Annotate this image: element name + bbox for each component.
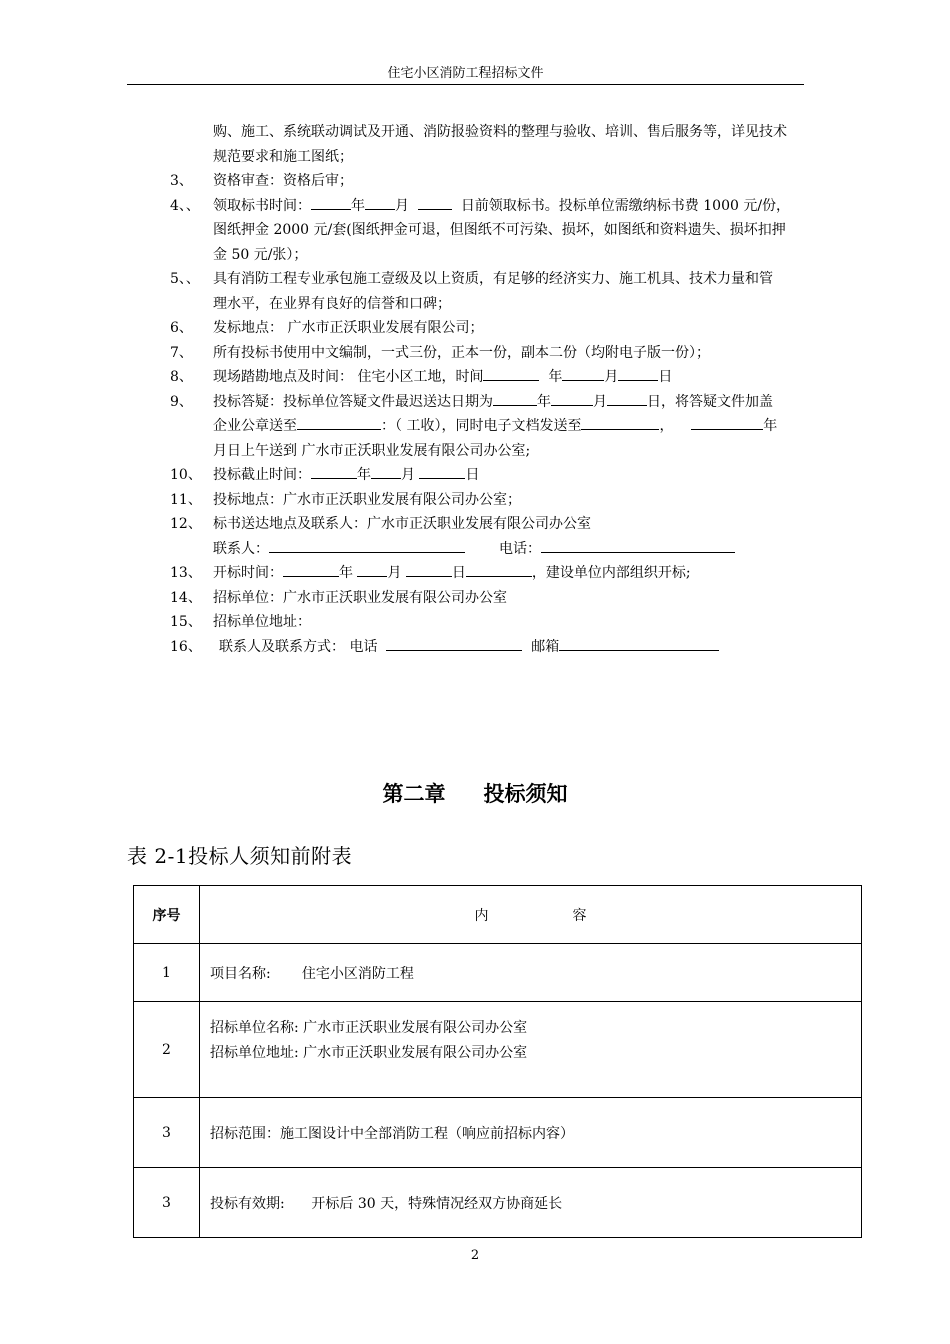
chapter-number: 第二章 [382, 782, 446, 806]
item-number: 8、 [170, 369, 193, 385]
page-header: 住宅小区消防工程招标文件 [127, 62, 804, 85]
table-row [134, 1098, 862, 1168]
row-content: 项目名称: 住宅小区消防工程 [200, 944, 862, 1002]
item-number: 10、 [170, 467, 202, 483]
list-item-7 [170, 341, 870, 366]
list-item-10 [170, 463, 870, 488]
list-item-continuation: 金 50 元/张）； [213, 246, 308, 263]
list-item-3 [170, 169, 870, 194]
item-text: 所有投标书使用中文编制，一式三份，正本一份，副本二份（均附电子版一份）； [213, 344, 710, 361]
row-content: 投标有效期: 开标后 30 天，特殊情况经双方协商延长 [200, 1168, 862, 1238]
item-number: 15、 [170, 614, 202, 630]
list-item-11 [170, 488, 870, 513]
item-text: 招标单位：广水市正沃职业发展有限公司办公室 [213, 589, 507, 606]
table-caption: 表 2-1投标人须知前附表 [127, 844, 353, 868]
table-row [134, 944, 862, 1002]
list-item-continuation: 企业公章送至 ：（ 工收），同时电子文档发送至 ， 年 [170, 414, 870, 439]
item-text: 投标地点：广水市正沃职业发展有限公司办公室； [213, 491, 521, 508]
list-item-continuation: 月日上午送到 广水市正沃职业发展有限公司办公室; [213, 442, 531, 459]
tender-notice-list [170, 120, 870, 659]
chapter-title [0, 778, 950, 808]
list-item-continuation: 规范要求和施工图纸； [213, 148, 353, 165]
item-text: 投标截止时间： 年 月 日 [213, 463, 870, 488]
list-item-9 [170, 390, 870, 415]
bidder-instructions-table [133, 885, 862, 1238]
list-item-continuation: 购、施工、系统联动调试及开通、消防报验资料的整理与验收、培训、售后服务等，详见技术 [213, 124, 787, 140]
list-item-4 [170, 194, 870, 219]
row-content [200, 1002, 862, 1098]
item-number: 9、 [170, 393, 193, 410]
list-item-12 [170, 512, 870, 537]
item-number: 12、 [170, 516, 202, 532]
item-text: 领取标书时间： 年 月 日前领取标书。投标单位需缴纳标书费 1000 元/份， [213, 194, 870, 219]
item-number: 5、、 [170, 271, 200, 287]
list-item-13 [170, 561, 870, 586]
item-text: 具有消防工程专业承包施工壹级及以上资质，有足够的经济实力、施工机具、技术力量和管 [213, 271, 773, 287]
item-text: 投标答疑：投标单位答疑文件最迟送达日期为 年 月 日，将答疑文件加盖 [213, 390, 870, 415]
row-content-line: 招标单位名称: 广水市正沃职业发展有限公司办公室 [210, 1020, 528, 1036]
item-number: 11、 [170, 491, 202, 508]
list-item-15 [170, 610, 870, 635]
list-item-16 [170, 635, 870, 660]
list-item-14 [170, 586, 870, 611]
list-item-8 [170, 365, 870, 390]
item-number: 6、 [170, 320, 193, 336]
row-content: 招标范围：施工图设计中全部消防工程（响应前招标内容） [200, 1098, 862, 1168]
item-number: 13、 [170, 565, 202, 581]
page-number: 2 [470, 1248, 480, 1263]
row-number: 1 [134, 944, 200, 1002]
row-number: 3 [134, 1098, 200, 1168]
item-text: 发标地点： 广水市正沃职业发展有限公司； [213, 320, 484, 336]
item-text: 招标单位地址： [213, 614, 311, 630]
item-number: 3、 [170, 173, 193, 189]
header-cell-content: 内 容 [200, 886, 862, 944]
item-number: 16、 [170, 638, 202, 655]
list-item-continuation: 理水平，在业界有良好的信誉和口碑； [213, 295, 451, 312]
item-text: 现场踏勘地点及时间： 住宅小区工地，时间 年 月 日 [213, 365, 870, 390]
chapter-name: 投标须知 [483, 782, 568, 806]
list-item-continuation: 联系人： 电话： [170, 537, 870, 562]
header-cell-number: 序号 [134, 886, 200, 944]
item-text: 联系人及联系方式： 电话 邮箱 [213, 635, 870, 660]
list-item-6 [170, 316, 870, 341]
list-item-5 [170, 267, 870, 292]
item-text: 资格审查：资格后审； [213, 173, 353, 189]
row-content-line: 招标单位地址: 广水市正沃职业发展有限公司办公室 [210, 1045, 528, 1061]
row-number: 3 [134, 1168, 200, 1238]
item-number: 7、 [170, 344, 193, 361]
table-row [134, 1002, 862, 1098]
list-item-continuation: 图纸押金 2000 元/套(图纸押金可退，但图纸不可污染、损坏，如图纸和资料遗失、损坏扣押 [213, 222, 786, 238]
table-row [134, 1168, 862, 1238]
item-number: 14、 [170, 589, 202, 606]
item-text: 开标时间： 年 月 日 ，建设单位内部组织开标; [213, 561, 870, 586]
table-header-row [134, 886, 862, 944]
item-number: 4、、 [170, 197, 200, 214]
item-text: 标书送达地点及联系人：广水市正沃职业发展有限公司办公室 [213, 516, 591, 532]
row-number: 2 [134, 1002, 200, 1098]
